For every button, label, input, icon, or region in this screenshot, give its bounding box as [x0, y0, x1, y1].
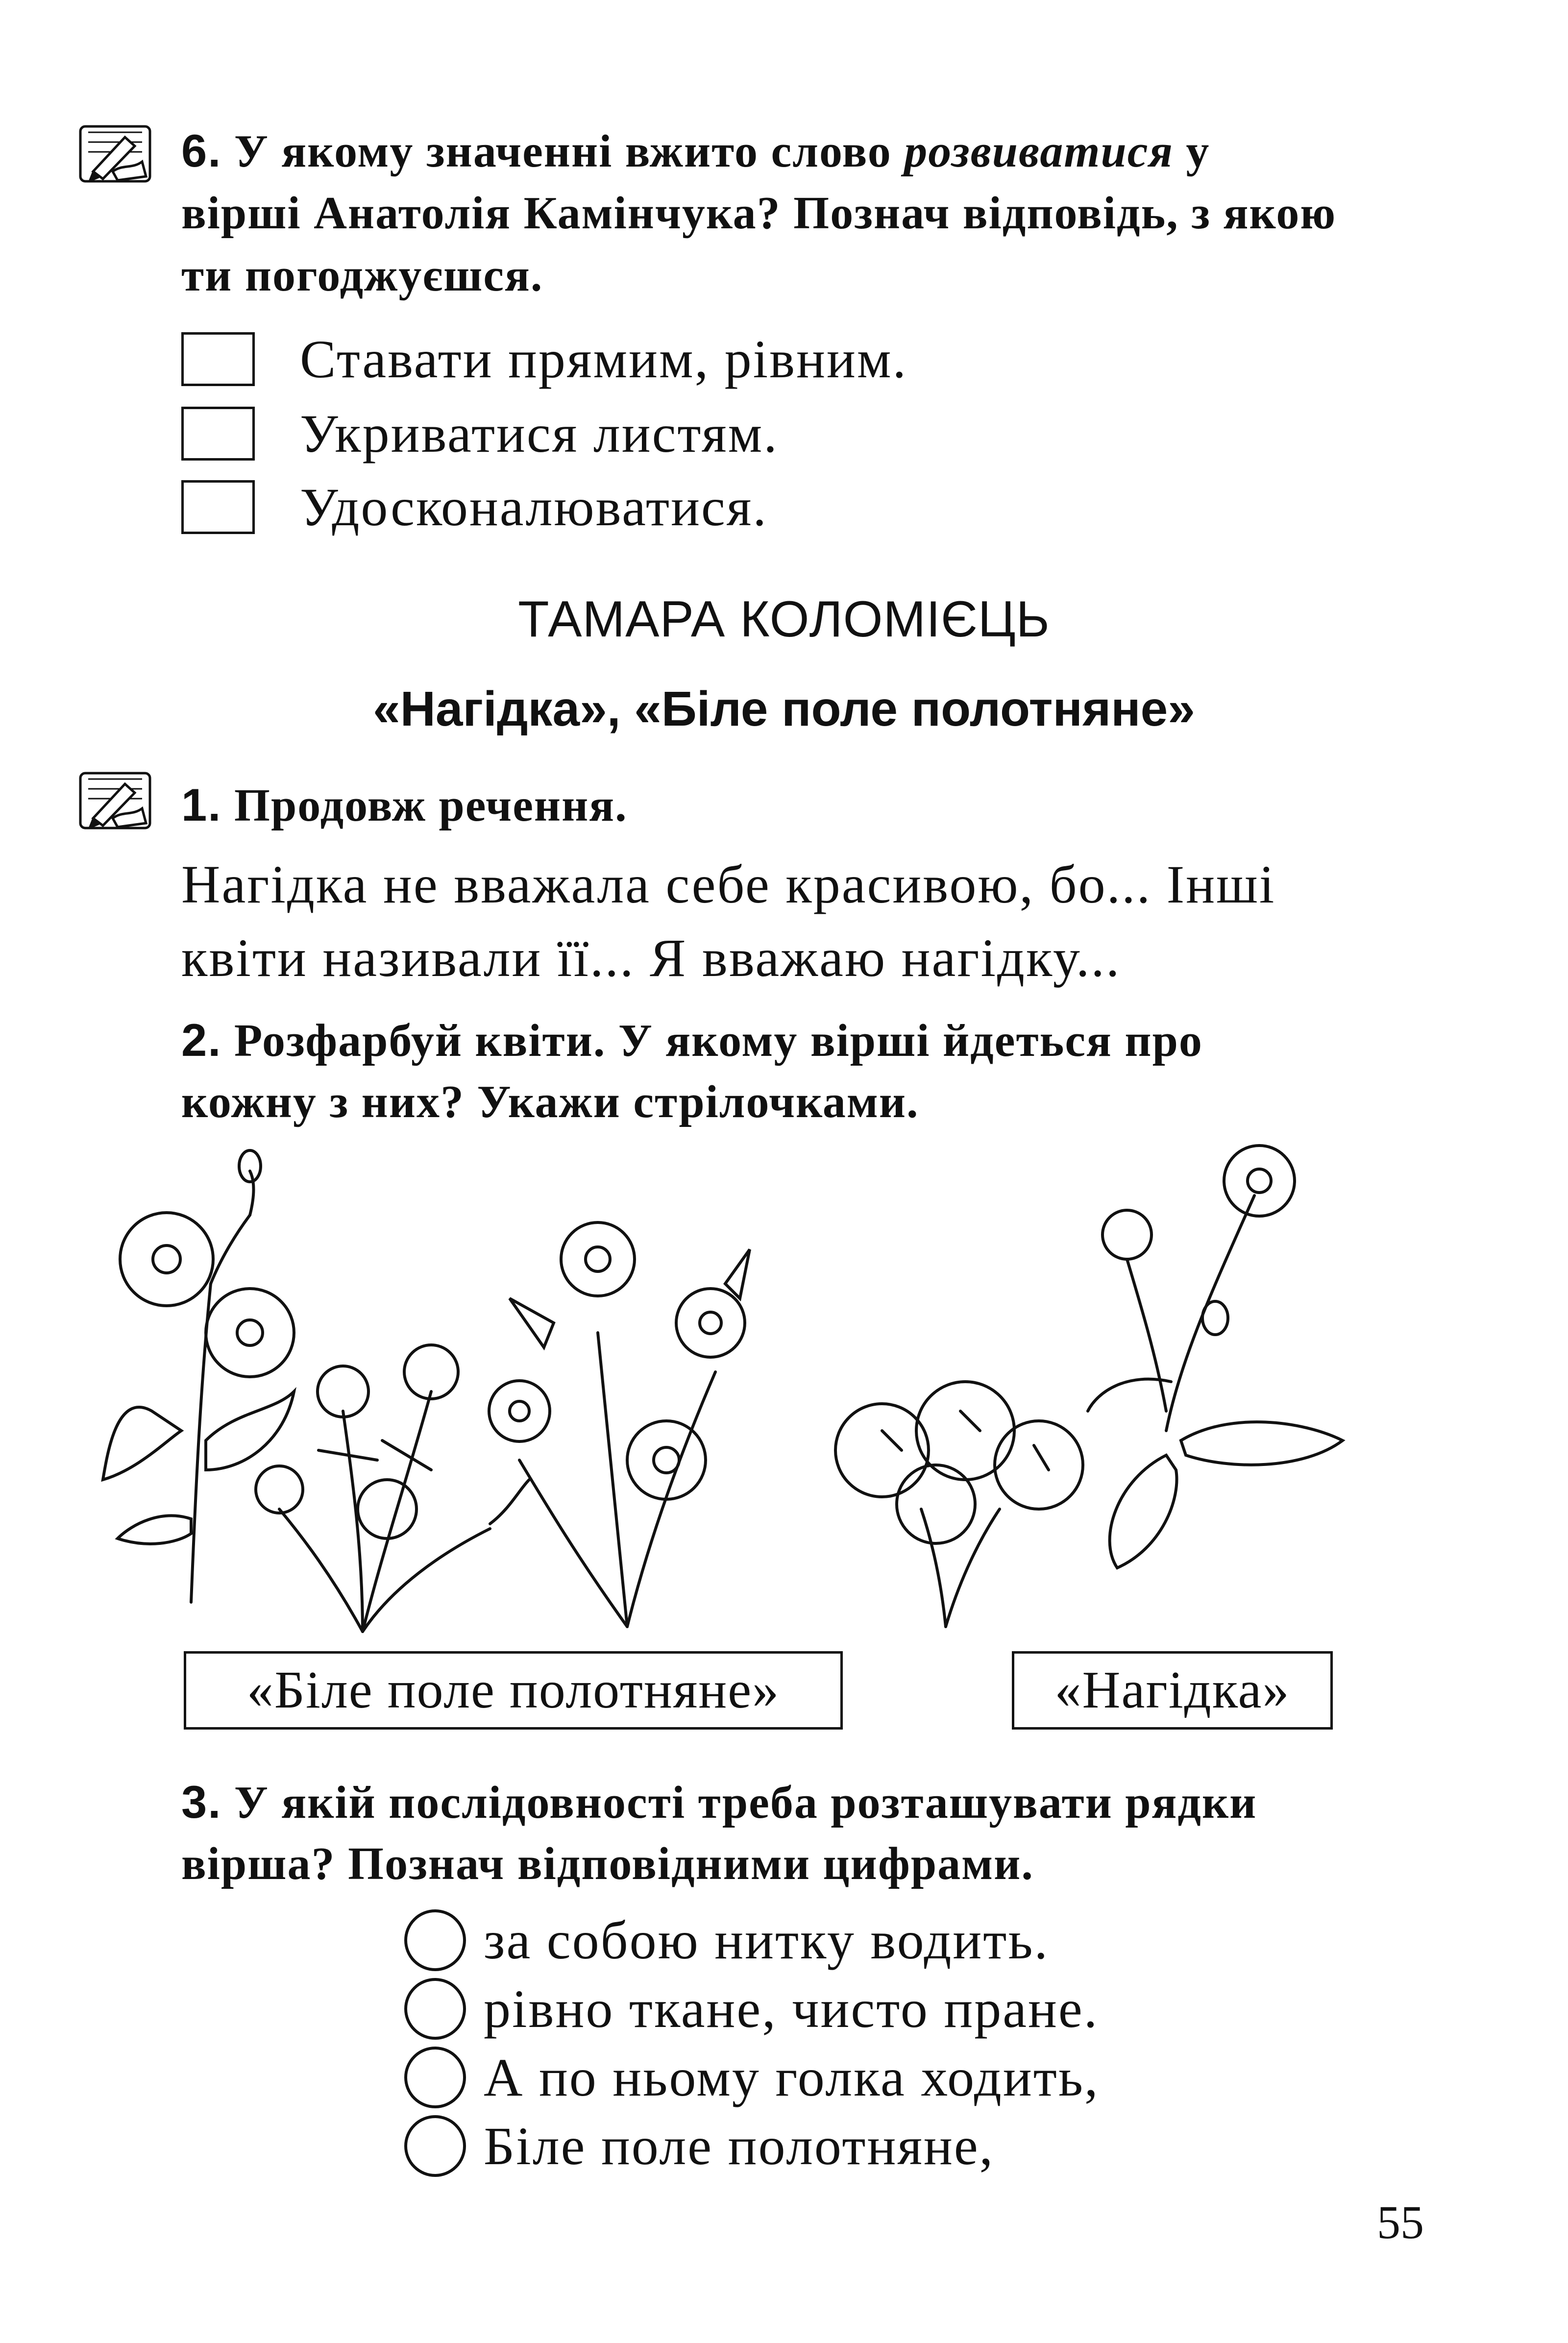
checkbox[interactable]	[181, 407, 255, 461]
pencil-hand-icon	[78, 769, 152, 832]
poem-label-left[interactable]: «Біле поле полотняне»	[184, 1651, 843, 1730]
pencil-hand-icon	[78, 122, 152, 185]
poem-line-option[interactable]: Біле поле полотняне,	[404, 2112, 994, 2180]
task3-line2: вірша? Познач відповідними цифрами.	[181, 1838, 1034, 1889]
italic-word: розвиватися	[904, 126, 1174, 177]
task2-line2: кожну з них? Укажи стрілочками.	[181, 1076, 919, 1127]
number-circle[interactable]	[404, 1909, 466, 1971]
number-circle[interactable]	[404, 2115, 466, 2177]
calendula-drawing	[1088, 1146, 1343, 1568]
flower-illustrations[interactable]	[88, 1137, 1421, 1636]
cornflower-drawing	[256, 1345, 529, 1632]
poem-line-option[interactable]: за собою нитку водить.	[404, 1906, 1049, 1975]
carnation-drawing	[835, 1382, 1083, 1627]
task-number: 3.	[181, 1776, 222, 1828]
poem-line-option[interactable]: А по ньому голка ходить,	[404, 2043, 1100, 2112]
author-heading: ТАМАРА КОЛОМІЄЦЬ	[518, 591, 1050, 648]
number-circle[interactable]	[404, 2047, 466, 2108]
poem-line-option[interactable]: рівно ткане, чисто пране.	[404, 1975, 1099, 2043]
answer-option[interactable]: Ставати прямим, рівним.	[181, 327, 907, 391]
answer-option[interactable]: Укриватися листям.	[181, 402, 779, 465]
task-number: 2.	[181, 1014, 222, 1066]
task2-question: 2. Розфарбуй квіти. У якому вірші йдеться про	[181, 1014, 1203, 1066]
checkbox[interactable]	[181, 332, 255, 386]
works-heading: «Нагідка», «Біле поле полотняне»	[373, 682, 1195, 736]
task3-question: 3. У якій послідовності треба розташувати рядки	[181, 1776, 1257, 1828]
chamomile-drawing	[489, 1222, 750, 1627]
task6-line2: вірші Анатолія Камінчука? Познач відповідь, з якою	[181, 188, 1337, 239]
task-number: 1.	[181, 779, 222, 830]
answer-option[interactable]: Удосконалюватися.	[181, 475, 768, 539]
task6-line3: ти погоджуєшся.	[181, 250, 543, 301]
checkbox[interactable]	[181, 480, 255, 534]
task1-paragraph-line2: квіти називали її... Я вважаю нагідку...	[181, 928, 1121, 988]
number-circle[interactable]	[404, 1978, 466, 2040]
task-number: 6.	[181, 125, 222, 176]
task1-question: 1. Продовж речення.	[181, 779, 628, 831]
task1-paragraph-line1: Нагідка не вважала себе красивою, бо... Інші	[181, 854, 1276, 914]
poppy-drawing	[103, 1150, 294, 1602]
page-number: 55	[1377, 2196, 1424, 2248]
task6-question: 6. У якому значенні вжито слово розвиватися у	[181, 125, 1210, 177]
poem-label-right[interactable]: «Нагідка»	[1012, 1651, 1333, 1730]
